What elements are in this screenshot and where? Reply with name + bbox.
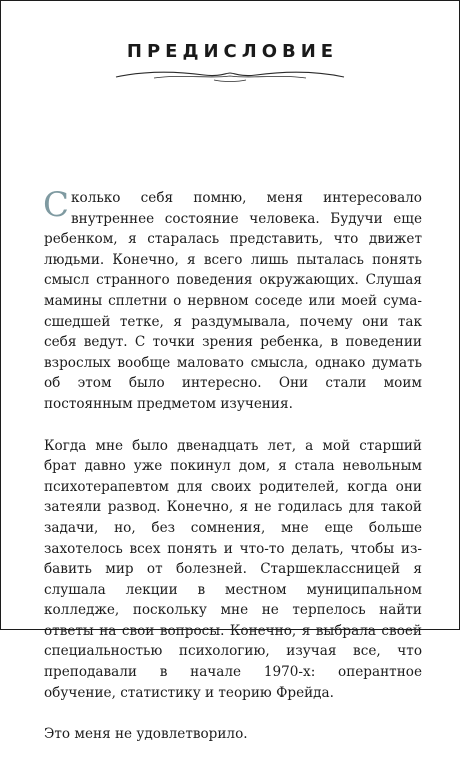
chapter-title: ПРЕДИСЛОВИЕ [126, 41, 339, 62]
body-text [43, 185, 422, 765]
drop-cap: С [43, 185, 70, 225]
flourish-divider-icon [114, 67, 346, 83]
paragraph-1 [43, 185, 422, 415]
paragraph-1-text: колько себя помню, меня интересовало внутреннее состояние человека. Будучи еще ребенком, я старалась представить, что движет людьми. Конечно, я всего лишь пыталась понять смысл странного поведения окружающих. Слушая мамины сплетни о нервном соседе или моей сумасшедшей тетке, я раздумывала, почему они так себя ведут. С точки зрения ребенка, в поведении взрослых вообще маловато смысла, однако думать об этом было интересно. Они стали моим постоянным предметом изучения. [44, 190, 422, 412]
paragraph-3: Это меня не удовлетворило. [44, 725, 248, 742]
paragraph-2: Когда мне было двенадцать лет, а мой старший брат давно уже покинул дом, я стала невольным психотерапевтом для своих родителей, когда они затеяли развод. Конечно, я не годилась для такой задачи, но, без сомнения, мне еще больше захотелось всех понять и что-то делать, чтобы избавить мир от болезней. Старшеклассницей я слушала лекции в местном муниципальном колледже, поскольку мне не терпелось найти ответы на свои вопросы. Конечно, я выбрала своей специальностью психологию, изучая все, что преподавали в начале 1970-х: оперантное обучение, статистику и теорию Фрейда. [44, 437, 422, 701]
chapter-header [1, 41, 459, 83]
